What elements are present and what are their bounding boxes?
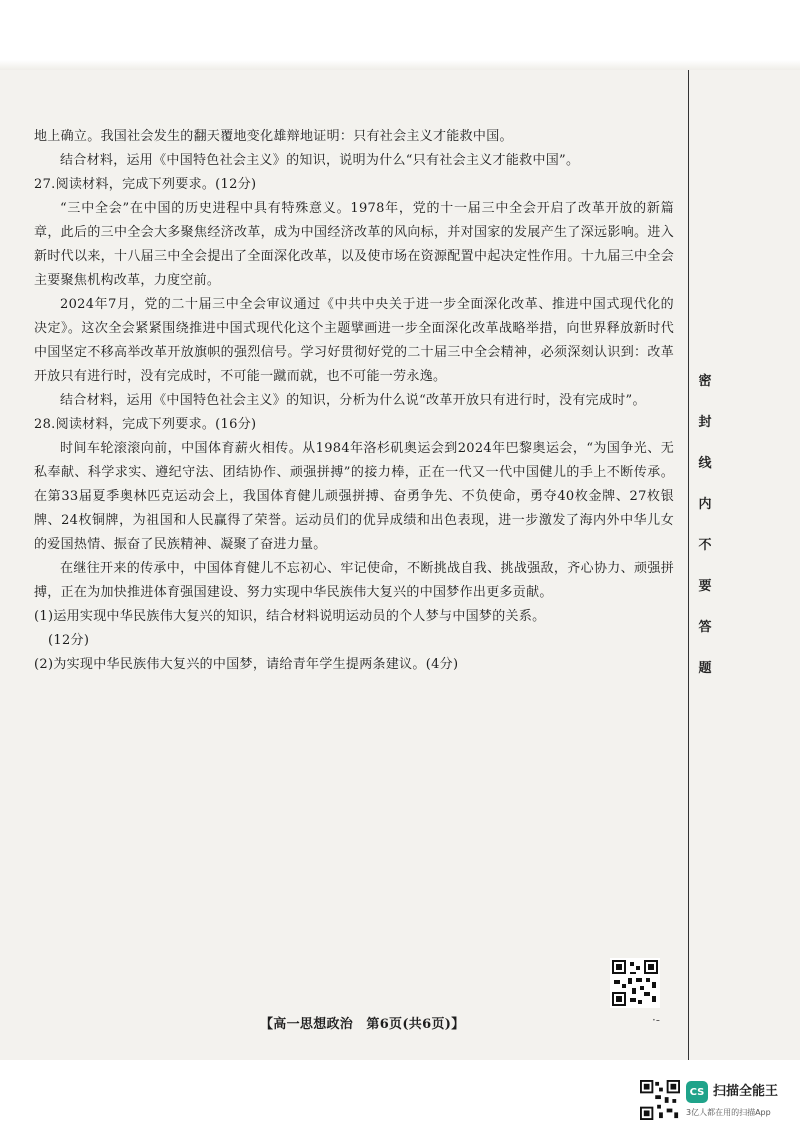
binding-char: 不 — [698, 538, 712, 553]
binding-char: 题 — [698, 661, 712, 676]
scanner-app-name: 扫描全能王 — [713, 1084, 779, 1099]
qr-code-icon — [610, 958, 660, 1008]
page-footer: 【高一思想政治 第6页(共6页)】 — [260, 1017, 465, 1032]
binding-char: 要 — [698, 579, 712, 594]
q28-material-paragraph: 时间车轮滚滚向前，中国体育薪火相传。从1984年洛杉矶奥运会到2024年巴黎奥运会，“为国争光、无私奉献、科学求实、遵纪守法、团结协作、顽强拼搏”的接力棒，正在一代又一代中国健儿的手上不断传承。在第33届夏季奥林匹克运动会上，我国体育健儿顽强拼搏、奋勇争先、不负使命，勇夺40枚金牌、27枚银牌、24枚铜牌，为祖国和人民赢得了荣誉。运动员们的优异成绩和出色表现，进一步激发了海内外中华儿女的爱国热情、振奋了民族精神、凝聚了奋进力量。 — [34, 441, 674, 552]
watermark-qr-code-icon — [640, 1080, 680, 1120]
q28-material-paragraph: 在继往开来的传承中，中国体育健儿不忘初心、牢记使命，不断挑战自我、挑战强敌，齐心协力、顽强拼搏，正在为加快推进体育强国建设、努力实现中华民族伟大复兴的中国梦作出更多贡献。 — [34, 561, 674, 600]
binding-char: 封 — [698, 415, 712, 430]
q26-task: 结合材料，运用《中国特色社会主义》的知识，说明为什么“只有社会主义才能救中国”。 — [60, 153, 580, 168]
binding-char: 内 — [698, 497, 712, 512]
scanner-logo-badge: CS — [686, 1081, 708, 1103]
q27-heading: 27.阅读材料，完成下列要求。(12分) — [34, 177, 257, 192]
q28-subquestion-2: (2)为实现中华民族伟大复兴的中国梦，请给青年学生提两条建议。(4分) — [34, 657, 459, 672]
q28-subquestion-1: (1)运用实现中华民族伟大复兴的知识，结合材料说明运动员的个人梦与中国梦的关系。 — [34, 609, 546, 624]
question-content — [34, 125, 674, 677]
binding-notice — [694, 372, 716, 700]
q26-tail-line: 地上确立。我国社会发生的翻天覆地变化雄辩地证明：只有社会主义才能救中国。 — [34, 129, 513, 144]
scanner-app-tagline: 3亿人都在用的扫描App — [686, 1108, 771, 1117]
q27-material-paragraph: “三中全会”在中国的历史进程中具有特殊意义。1978年，党的十一届三中全会开启了改革开放的新篇章，此后的三中全会大多聚焦经济改革，成为中国经济改革的风向标，并对国家的发展产生了深远影响。进入新时代以来，十八届三中全会提出了全面深化改革，以及使市场在资源配置中起决定性作用。十九届三中全会主要聚焦机构改革，力度空前。 — [34, 201, 674, 288]
q28-subquestion-1-score: (12分) — [48, 633, 90, 648]
binding-char: 线 — [698, 456, 712, 471]
q28-heading: 28.阅读材料，完成下列要求。(16分) — [34, 417, 257, 432]
binding-line — [688, 70, 689, 1060]
footer-mark: ·- — [652, 1013, 660, 1027]
q27-material-paragraph: 2024年7月，党的二十届三中全会审议通过《中共中央关于进一步全面深化改革、推进中国式现代化的决定》。这次全会紧紧围绕推进中国式现代化这个主题擘画进一步全面深化改革战略举措，向世界释放新时代中国坚定不移高举改革开放旗帜的强烈信号。学习好贯彻好党的二十届三中全会精神，必须深刻认识到：改革开放只有进行时，没有完成时，不可能一蹴而就，也不可能一劳永逸。 — [34, 297, 674, 384]
binding-char: 答 — [698, 620, 712, 635]
binding-char: 密 — [698, 374, 712, 389]
q27-task: 结合材料，运用《中国特色社会主义》的知识，分析为什么说“改革开放只有进行时，没有完成时”。 — [60, 393, 646, 408]
